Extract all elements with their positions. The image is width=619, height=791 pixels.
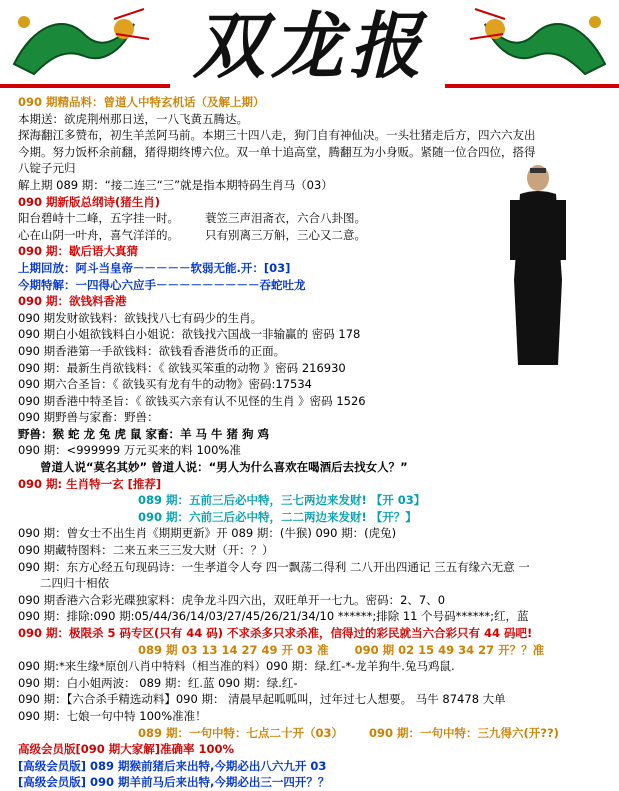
text-line-part: 阳台碧峙十二峰，五字挂一时。 xyxy=(18,211,179,226)
text-line xyxy=(18,642,608,659)
text-line-part: 上期回放：阿斗当皇帝－－－－－软弱无能.开：[03] xyxy=(18,260,291,275)
dragon-left-icon xyxy=(4,4,154,84)
text-line-part: 本期送：欲虎荆州那日送，一八飞黄五腾达。 xyxy=(18,111,248,126)
page-title: 双龙报 xyxy=(192,3,427,88)
text-line-part: 090 期香港六合彩光碟独家料：虎争龙斗四六出，双旺单开一七九。密码：2、7、0 xyxy=(18,592,446,607)
text-line-part: 090 期：欲钱料香港 xyxy=(18,294,127,309)
text-line-part: 探海翻江多赞布，初生羊羔阿马前。本期三十四八走，狗门自有神仙决。一头壮猪走后方，四六六友出 xyxy=(18,128,536,143)
text-line xyxy=(18,691,608,708)
text-line xyxy=(18,459,608,476)
text-line-part: 野兽：猴 蛇 龙 兔 虎 鼠 家畜：羊 马 牛 猪 狗 鸡 xyxy=(18,426,270,441)
text-line xyxy=(18,343,608,360)
text-line-part: 090 期：六前三后必中特，二二两边来发财! 【开？】 xyxy=(138,509,417,524)
text-line-part: 090 期：白小姐两波： 089 期：红.蓝 090 期：绿.红- xyxy=(18,675,298,690)
text-line xyxy=(18,194,608,211)
text-line-part: 090 期: 生肖特一玄 [推荐] xyxy=(18,476,162,491)
text-line xyxy=(18,326,608,343)
text-line xyxy=(18,625,608,642)
text-line xyxy=(18,575,608,592)
text-line-part: 089 期 03 13 14 27 49 开 03 准 xyxy=(138,642,329,657)
text-line-part: 今期特解：一四得心六应手－－－－－－－－－吞蛇吐龙 xyxy=(18,277,306,292)
text-line-part: 八锭子元归 xyxy=(18,161,76,176)
text-line-part: 090 期：一句中特：三九得六(开??) xyxy=(369,725,559,740)
text-line xyxy=(18,227,608,244)
text-line xyxy=(18,492,608,509)
text-line-part: 090 期六合圣旨：《 欲钱买有龙有牛的动物》密码:17534 xyxy=(18,377,312,392)
text-line xyxy=(18,243,608,260)
text-line-part: 090 期：最新生肖欲钱料：《 欲钱买笨重的动物 》密码 216930 xyxy=(18,360,346,375)
text-line-part: 090 期精品料：曾道人中特玄机话（及解上期） xyxy=(18,95,265,109)
text-line xyxy=(18,111,608,128)
text-line-part: 只有别离三万斛，三心又二意。 xyxy=(205,227,366,242)
text-line xyxy=(18,758,608,775)
text-line-part: 090 期：歇后语大真猜 xyxy=(18,244,139,259)
text-line xyxy=(18,426,608,443)
red-rule-right xyxy=(445,84,619,88)
text-line xyxy=(18,260,608,277)
text-line-part: 蓑笠三声泪斋衣，六合八卦图。 xyxy=(205,211,366,226)
text-line-part: 090 期：七娘一句中特 100%准准！ xyxy=(18,708,207,723)
text-line xyxy=(18,393,608,410)
text-line-part: 090 期：<999999 万元买来的料 100%准 xyxy=(18,443,241,458)
text-line-part: 今期。努力饭杯余前翻，猪得期终博六位。双一单十追高堂，腾翻互为小身贩。紧随一位合四位，搭得 xyxy=(18,144,536,159)
text-line-part: 心在山阴一叶舟，喜气洋洋的。 xyxy=(18,227,179,242)
text-line-part: 090 期香港第一手欲钱料：欲钱看香港货币的正面。 xyxy=(18,343,286,358)
text-line xyxy=(18,310,608,327)
dragon-right-icon xyxy=(465,4,615,84)
text-line xyxy=(18,177,608,194)
text-line-part: 090 期：极限杀 5 码专区(只有 44 码) 不求杀多只求杀准，信得过的彩民就当六合彩只有 44 码吧! xyxy=(18,626,533,640)
text-line-part: 090 期野兽与家畜：野兽： xyxy=(18,410,159,425)
text-line xyxy=(18,360,608,377)
article-body xyxy=(18,94,608,791)
text-line-part: 089 期：一句中特：七点二十开（03） xyxy=(138,725,344,740)
text-line xyxy=(18,160,608,177)
text-line xyxy=(18,708,608,725)
text-line-part: [高级会员版] 089 期猴前猪后来出特,今期必出八六九开 03 xyxy=(18,758,327,773)
text-line-part: [高级会员版] 090 期羊前马后来出特,今期必出三一四开？？ xyxy=(18,775,330,790)
text-line xyxy=(18,277,608,294)
text-line xyxy=(18,774,608,791)
text-line xyxy=(18,608,608,625)
text-line xyxy=(18,442,608,459)
text-line xyxy=(18,509,608,526)
text-line-part: 090 期发财欲钱料：欲钱找八七有码少的生肖。 xyxy=(18,310,263,325)
text-line xyxy=(18,559,608,576)
text-line xyxy=(18,376,608,393)
page-header xyxy=(0,0,619,92)
text-line-part: 高级会员版[090 期大家解]准确率 100% xyxy=(18,742,235,757)
text-line xyxy=(18,592,608,609)
text-line-part: 090 期新版总纲诗(猪生肖) xyxy=(18,194,161,209)
text-line-part: 曾道人说“莫名其妙” 曾道人说：“男人为什么喜欢在喝酒后去找女人？” xyxy=(40,460,408,475)
text-line xyxy=(18,127,608,144)
text-line xyxy=(18,675,608,692)
text-line-part: 090 期：排除:090 期:05/44/36/14/03/27/45/26/21/34/10 ******;排除 11 个号码******;红，蓝 xyxy=(18,609,529,624)
text-line xyxy=(18,293,608,310)
text-line xyxy=(18,658,608,675)
text-line xyxy=(18,94,608,111)
text-line xyxy=(18,476,608,493)
text-line-part: 090 期：【六合杀手精选动料】090 期： 清晨早起呱呱叫，过年过七人想要。 马牛 87478 大单 xyxy=(18,692,506,707)
text-line-part: 090 期：曾女士不出生肖《期期更新》开 089 期：(牛猴) 090 期：(虎兔) xyxy=(18,526,397,541)
text-line-part: 二四归十相依 xyxy=(40,576,109,591)
text-line-part: 090 期：东方心经五句现码诗：一生孝道令人夸 四一飘荡二得利 二八开出四通记 三五有缘六无意 一 xyxy=(18,559,530,574)
text-line-part: 090 期:*来生缘*原创八肖中特料（相当准的料）090 期：绿.红-*-龙羊狗牛.兔马鸡鼠. xyxy=(18,659,455,674)
text-line xyxy=(18,725,608,742)
text-line xyxy=(18,210,608,227)
text-line-part: 089 期：五前三后必中特，三七两边来发财! 【开 03】 xyxy=(138,493,426,508)
text-line-part: 解上期 089 期：“接二连三“三”就是指本期特码生肖马（03） xyxy=(18,177,333,192)
text-line-part: 090 期白小姐欲钱料白小姐说：欲钱找六国战一非输赢的 密码 178 xyxy=(18,327,361,342)
text-line-part: 090 期 02 15 49 34 27 开？？准 xyxy=(354,642,545,657)
text-line-part: 090 期藏特图料：二来五来三三发大财（开：？） xyxy=(18,543,274,558)
text-line xyxy=(18,144,608,161)
text-line xyxy=(18,741,608,758)
text-line xyxy=(18,409,608,426)
red-rule-left xyxy=(0,84,170,88)
text-line xyxy=(18,525,608,542)
text-line xyxy=(18,542,608,559)
text-line-part: 090 期香港中特圣旨：《 欲钱买六亲有认不见怪的生肖 》密码 1526 xyxy=(18,393,366,408)
